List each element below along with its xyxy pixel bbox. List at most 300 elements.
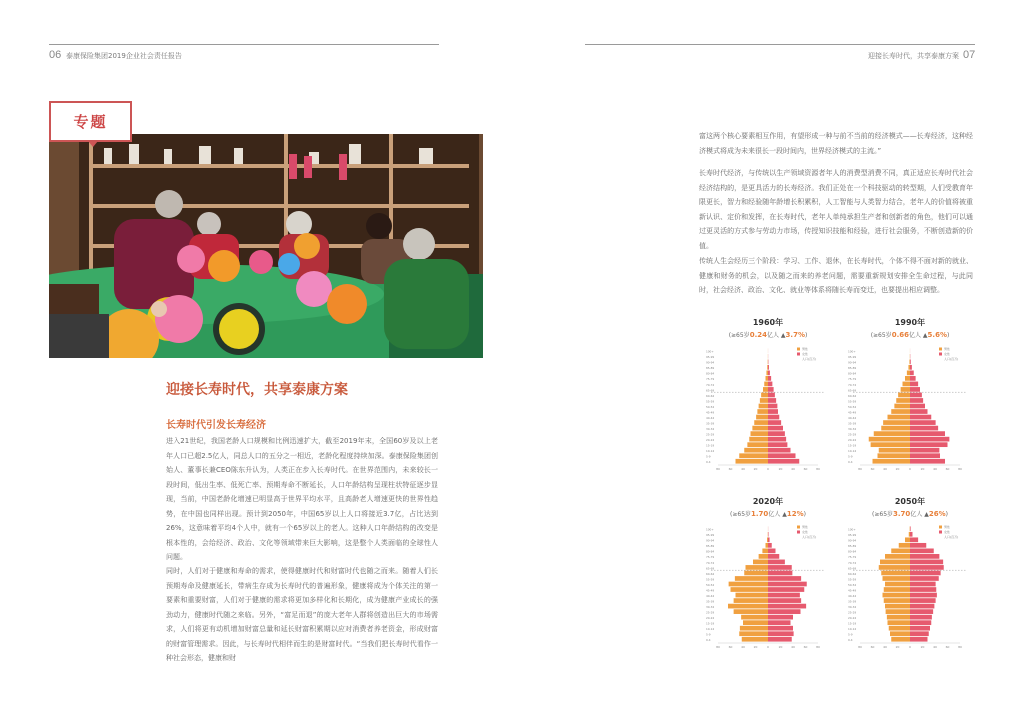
age-label: 70-74 [706,382,715,387]
age-label: 95-99 [848,533,857,538]
age-label: 80-84 [848,371,857,376]
age-label: 90-94 [706,360,715,365]
axis-tick-label: 60 [803,467,808,471]
age-label: 55-59 [848,399,857,404]
age-label: 75-79 [848,555,857,560]
age-label: 50-54 [706,582,715,587]
male-bar [749,437,768,442]
age-label: 100+ [706,527,714,532]
female-bar [768,426,783,431]
chart-unit: 亿人 [908,332,921,339]
male-bar [909,359,910,364]
axis-tick-label: 20 [753,645,758,649]
age-label: 65-69 [848,388,857,393]
chart-sub-prefix: (≥65岁 [728,332,750,339]
right-page-number: 07 [963,49,976,61]
age-label: 90-94 [848,538,857,543]
male-bar [734,598,768,603]
legend-swatch [939,531,942,534]
topic-label: 专题 [49,101,132,142]
male-bar [729,582,768,587]
legend-label: 女性 [944,530,951,534]
legend-label: 女性 [802,352,809,356]
right-header-title: 迎接长寿时代，共享泰康方案 [868,52,959,60]
male-bar [909,532,910,537]
male-bar [896,398,910,403]
chart-count: 1.70 [751,510,769,518]
chart-pct: 3.7% [785,331,805,339]
age-label: 70-74 [848,560,857,565]
chart-year: 2050年 [894,497,926,506]
age-label: 55-59 [706,399,715,404]
male-bar [885,554,910,559]
axis-tick-label: 40 [741,645,745,649]
female-bar [910,598,936,603]
age-label: 15-19 [848,443,857,448]
female-bar [768,453,796,458]
female-bar [768,615,793,620]
axis-tick-label: 40 [883,645,887,649]
male-bar [760,398,768,403]
axis-tick-label: 60 [870,467,875,471]
axis-tick-label: 80 [858,645,862,649]
female-bar [768,420,781,425]
male-bar [879,565,910,570]
male-bar [891,409,910,414]
female-bar [910,359,911,364]
age-label: 60-64 [848,393,857,398]
female-bar [910,604,934,609]
age-label: 20-24 [706,438,715,443]
legend-label: 男性 [802,525,809,529]
legend-label: 人口(百万) [944,535,959,539]
age-label: 10-14 [848,449,857,454]
male-bar [746,565,769,570]
female-bar [910,382,918,387]
male-bar [752,426,768,431]
legend-label: 男性 [802,347,809,351]
female-bar [910,448,939,453]
age-label: 85-89 [706,544,715,549]
axis-tick-label: 40 [883,467,887,471]
chart-unit: 亿人 [910,511,923,518]
axis-tick-label: 20 [895,467,900,471]
left-header-title: 泰康保险集团2019企业社会责任报告 [66,52,182,60]
female-bar [910,560,943,565]
male-bar [888,415,911,420]
male-bar [736,459,769,464]
age-label: 20-24 [706,616,715,621]
female-bar [768,387,774,392]
female-bar [768,431,785,436]
chart-up-icon: ▲ [922,332,928,339]
age-label: 20-24 [848,616,857,621]
legend-swatch [939,348,942,351]
axis-tick-label: 0 [909,467,911,471]
male-bar [879,448,910,453]
age-label: 5-9 [848,454,853,459]
male-bar [881,571,910,576]
chart-pct: 12% [786,510,804,518]
age-label: 45-49 [848,410,857,415]
female-bar [910,565,944,570]
female-bar [910,376,916,381]
female-bar [768,548,776,553]
female-bar [768,626,793,631]
age-label: 25-29 [706,610,715,615]
male-bar [908,365,910,370]
female-bar [768,620,791,625]
legend-swatch [939,526,942,529]
male-bar [736,593,769,598]
male-bar [744,571,768,576]
age-label: 35-39 [706,421,715,426]
article-paragraph-1: 进入21世纪，我国老龄人口规模和比例迅速扩大，截至2019年末，全国60岁及以上老年人口已超2.5亿人，同总人口的五分之一相近，老龄化程度持续加深。泰康保险集团创始人、董事长兼CEO陈东升认为，人类正在步入长寿时代。在世界范围内，未来较长一段时间，低出生率、低死亡率、预期寿命不断延长，人口年龄结构呈现柱状特征逐步显现，当前，中国老龄化增速已明显高于世界平均水平，且高龄老人增速更快的世界性趋势，在中国也同样出现。预计到2050年，中国65岁以上人口将接近3.7亿，占比达到26%，这意味着平均4个人中，就有一个65岁以上的老人。这种人口年龄结构的改变是根本性的，会给经济、政治、文化等领域带来巨大影响，这是整个人类面临的全球性人问题。 [166,437,438,561]
age-label: 100+ [706,349,714,354]
left-page-number: 06 [49,49,62,61]
chart-count: 0.66 [891,331,909,339]
male-bar [884,598,910,603]
article-paragraph-2: 同时，人们对于健康和寿命的需求，使得健康时代和财富时代也随之而来。随着人们长预期寿命及健康延长，带病生存成为长寿时代的普遍形象，健康将成为个体关注的第一要素和重要财富，人们对于健康的需求将更加多样化和长期化，成为健康产业成长的强劲动力，健康时代随之来临。另外，“富足而退”的庞大老年人群将创造出巨大的市场需求，人们将更有动机增加财富总量和延长财富积累期以应对消费者养老资金，形成财富的财富管理需求。因此，与长寿时代相伴而生的是财富时代。“当我们把长寿时代看作一种社会形态，健康和财 [166,567,438,662]
chart-pct: 26% [928,510,946,518]
female-bar [768,587,804,592]
male-bar [898,393,910,398]
age-label: 70-74 [706,560,715,565]
age-label: 95-99 [706,533,715,538]
age-label: 40-44 [706,415,715,420]
female-bar [910,620,931,625]
article-paragraph-3: 富这两个核心要素相互作用，有望形成一种与前不当前的经济模式——长寿经济，这种经济模式将成为未来很长一段时间内，世界经济模式的主流。” [699,132,973,155]
age-label: 75-79 [706,555,715,560]
axis-tick-label: 20 [920,645,925,649]
female-bar [768,631,794,636]
age-label: 10-14 [706,627,715,632]
chart-count: 0.24 [749,331,767,339]
male-bar [881,426,910,431]
age-label: 85-89 [706,366,715,371]
female-bar [768,582,807,587]
legend-label: 人口(百万) [802,357,817,361]
legend-swatch [797,348,800,351]
age-label: 50-54 [706,404,715,409]
age-label: 45-49 [706,410,715,415]
female-bar [910,554,939,559]
female-bar [910,387,920,392]
male-bar [766,376,769,381]
article-subtitle: 长寿时代引发长寿经济 [166,420,266,431]
male-bar [891,548,910,553]
axis-tick-label: 40 [791,645,795,649]
male-bar [887,615,910,620]
female-bar [910,426,938,431]
female-bar [768,560,785,565]
male-bar [880,560,910,565]
female-bar [910,532,913,537]
pyramid-svg [703,518,833,658]
chart-sub-suffix: ) [803,511,806,518]
age-label: 60-64 [706,571,715,576]
female-bar [910,415,931,420]
female-bar [910,409,928,414]
axis-tick-label: 40 [933,467,937,471]
female-bar [768,565,792,570]
age-label: 80-84 [706,549,715,554]
male-bar [878,453,911,458]
male-bar [754,420,768,425]
female-bar [910,365,912,370]
chart-subtitle [703,509,833,518]
male-bar [739,453,768,458]
female-bar [768,571,792,576]
age-label: 25-29 [848,432,857,437]
male-bar [756,415,768,420]
male-bar [889,626,910,631]
female-bar [910,587,936,592]
male-bar [907,370,910,375]
legend-swatch [797,526,800,529]
male-bar [747,442,768,447]
article-paragraph-4: 长寿时代经济，与传统以生产领域资源者年人的消费型消费不同，真正适应长寿时代社会经济结构的，是更具活力的长寿经济。我们正处在一个科技驱动的转型期，人们受教育年限更长，智力和经验随年龄增长积累积，人工智能与人类智力结合，老年人的价值将被重新认识、定价和发挥，在长寿时代，老年人单纯承担生产者和创新者的角色，他们可以通过更灵活的方式参与劳动力市场，传授知识技能和经验，进行社会服务，不断创造新的价值。 [699,169,973,250]
legend-label: 人口(百万) [944,357,959,361]
male-bar [735,576,768,581]
axis-tick-label: 20 [753,467,758,471]
age-label: 35-39 [848,421,857,426]
age-label: 65-69 [706,388,715,393]
female-bar [768,576,801,581]
male-bar [901,387,910,392]
age-label: 30-34 [706,604,715,609]
chart-count: 3.70 [893,510,911,518]
age-label: 0-4 [706,638,711,643]
female-bar [910,453,940,458]
article-title: 迎接长寿时代，共享泰康方案 [166,382,348,398]
age-label: 55-59 [706,577,715,582]
male-bar [891,637,910,642]
age-label: 95-99 [706,355,715,360]
axis-tick-label: 80 [858,467,862,471]
female-bar [768,598,801,603]
female-bar [768,593,800,598]
female-bar [768,604,806,609]
male-bar [886,609,910,614]
axis-tick-label: 40 [741,467,745,471]
legend-label: 人口(百万) [802,535,817,539]
male-bar [903,382,911,387]
female-bar [910,420,936,425]
axis-tick-label: 80 [958,645,962,649]
male-bar [734,609,768,614]
age-label: 55-59 [848,577,857,582]
chart-year: 2020年 [752,497,784,506]
male-bar [739,631,768,636]
female-bar [910,393,922,398]
chart-up-icon: ▲ [924,511,929,518]
female-bar [910,431,945,436]
male-bar [741,615,768,620]
age-label: 50-54 [848,404,857,409]
male-bar [883,576,911,581]
female-bar [768,532,769,537]
axis-tick-label: 80 [716,467,720,471]
male-bar [894,404,910,409]
age-label: 60-64 [706,393,715,398]
axis-tick-label: 80 [716,645,720,649]
female-bar [910,442,948,447]
pyramid-svg [703,340,833,480]
photo-illustration [49,134,483,358]
chart-sub-suffix: ) [804,332,808,339]
female-bar [768,543,772,548]
chart-unit: 亿人 [768,511,781,518]
age-label: 40-44 [848,593,857,598]
female-bar [910,548,934,553]
chart-sub-suffix: ) [946,332,950,339]
male-bar [884,587,910,592]
female-bar [910,593,937,598]
female-bar [910,537,918,542]
pyramid-svg [845,340,975,480]
age-label: 0-4 [848,460,853,465]
age-label: 30-34 [848,604,857,609]
male-bar [762,548,768,553]
age-label: 10-14 [848,627,857,632]
age-label: 75-79 [706,377,715,382]
chart-sub-prefix: (≥65岁 [872,511,894,518]
male-bar [763,387,768,392]
legend-label: 男性 [944,347,951,351]
axis-tick-label: 60 [803,645,808,649]
male-bar [871,442,910,447]
male-bar [766,370,768,375]
age-label: 70-74 [848,382,857,387]
female-bar [768,537,770,542]
axis-tick-label: 80 [816,467,820,471]
legend-swatch [797,531,800,534]
male-bar [764,382,768,387]
male-bar [890,631,910,636]
age-label: 5-9 [848,632,853,637]
male-bar [744,448,768,453]
age-label: 30-34 [706,426,715,431]
seniors-lantern-photo [49,134,483,358]
age-label: 10-14 [706,449,715,454]
male-bar [767,365,768,370]
male-bar [885,604,910,609]
chart-pct: 5.6% [927,331,947,339]
pyramid-svg [845,518,975,658]
female-bar [910,609,933,614]
male-bar [728,604,768,609]
age-label: 50-54 [848,582,857,587]
male-bar [759,554,768,559]
chart-up-icon: ▲ [782,511,787,518]
female-bar [910,437,949,442]
axis-tick-label: 0 [767,645,769,649]
chart-unit: 亿人 [766,332,779,339]
age-label: 65-69 [848,566,857,571]
age-label: 35-39 [848,599,857,604]
male-bar [899,543,910,548]
age-label: 25-29 [706,432,715,437]
female-bar [768,382,772,387]
female-bar [768,448,791,453]
male-bar [883,593,911,598]
age-label: 45-49 [706,588,715,593]
chart-year: 1990年 [894,318,926,327]
chart-subtitle [703,330,833,339]
male-bar [766,543,769,548]
male-bar [873,459,911,464]
female-bar [768,370,770,375]
age-label: 90-94 [706,538,715,543]
female-bar [910,543,926,548]
axis-tick-label: 0 [767,467,769,471]
female-bar [910,459,945,464]
age-label: 85-89 [848,366,857,371]
male-bar [874,431,910,436]
legend-swatch [797,353,800,356]
age-label: 35-39 [706,599,715,604]
male-bar [753,560,768,565]
female-bar [910,576,939,581]
chart-up-icon: ▲ [780,332,786,339]
left-header-line [49,44,439,45]
male-bar [869,437,910,442]
age-label: 25-29 [848,610,857,615]
age-label: 5-9 [706,454,711,459]
axis-tick-label: 60 [945,467,950,471]
female-bar [768,393,775,398]
chart-subtitle [845,509,975,518]
age-label: 80-84 [848,549,857,554]
female-bar [768,637,792,642]
male-bar [761,393,768,398]
article-paragraph-5: 传统人生会经历三个阶段：学习、工作、退休，在长寿时代，个体不得不面对新的就业、健康和财务的机会，以及随之而来的养老问题，需要重新规划安排全生命过程，与此同时，社会经济、政治、文化、就业等体系将随长寿而变迁，也要提出相应调整。 [699,257,973,294]
axis-tick-label: 60 [728,645,733,649]
chart-sub-prefix: (≥65岁 [870,332,892,339]
female-bar [768,442,787,447]
age-label: 15-19 [848,621,857,626]
age-label: 90-94 [848,360,857,365]
legend-swatch [939,353,942,356]
age-label: 20-24 [848,438,857,443]
male-bar [743,620,768,625]
age-label: 60-64 [848,571,857,576]
axis-tick-label: 20 [778,467,783,471]
female-bar [910,404,925,409]
chart-sub-prefix: (≥65岁 [730,511,752,518]
female-bar [910,398,923,403]
axis-tick-label: 40 [791,467,795,471]
male-bar [905,376,910,381]
chart-year: 1960年 [752,318,784,327]
female-bar [768,609,801,614]
male-bar [757,409,768,414]
female-bar [910,615,932,620]
female-bar [910,526,911,531]
female-bar [768,459,799,464]
axis-tick-label: 80 [816,645,820,649]
age-label: 5-9 [706,632,711,637]
age-label: 30-34 [848,426,857,431]
female-bar [768,409,778,414]
legend-label: 女性 [802,530,809,534]
female-bar [768,437,786,442]
chart-sub-suffix: ) [945,511,948,518]
axis-tick-label: 60 [945,645,950,649]
female-bar [768,376,771,381]
age-label: 0-4 [848,638,853,643]
